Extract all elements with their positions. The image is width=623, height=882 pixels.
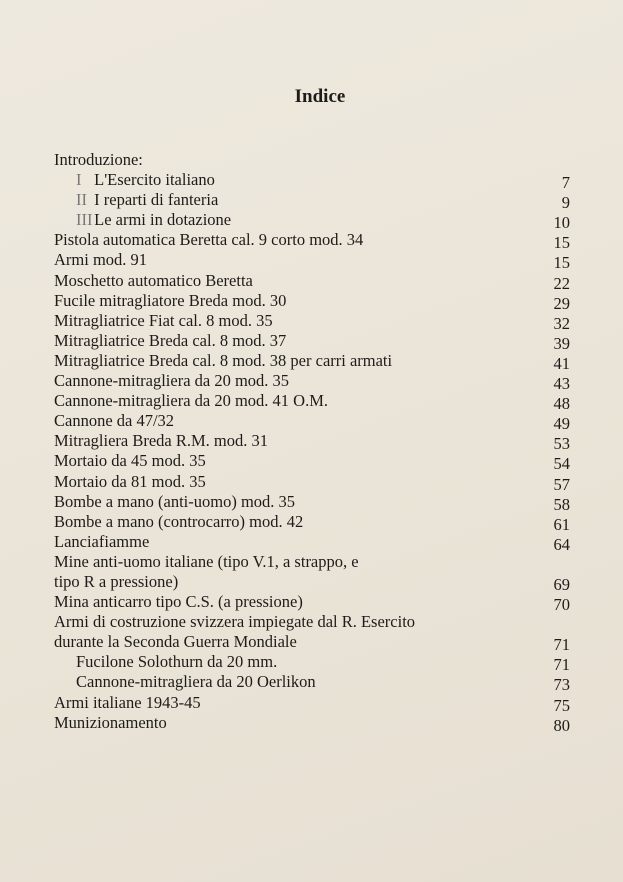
toc-entry-title [54,150,143,170]
toc-entry-title [54,190,218,210]
toc-entry-text: L'Esercito italiano [94,170,215,190]
toc-entry [54,431,570,454]
toc-entry-title [54,532,149,552]
toc-page-number: 61 [553,514,570,534]
toc-entry-title [54,652,277,672]
chapter-numeral: III [76,210,93,230]
toc-page-number: 73 [553,675,570,695]
toc-entry-title [54,492,295,512]
toc-entry-text: Mine anti-uomo italiane (tipo V.1, a strappo, e [54,551,359,571]
toc-page-number: 43 [553,374,570,394]
toc-page-number: 10 [553,213,570,233]
toc-entry-title [54,351,392,371]
toc-entry [54,291,570,311]
toc-entry-title [54,512,303,532]
toc-page-number: 41 [553,353,570,373]
toc-entry [54,552,570,572]
toc-entry-title [54,170,215,190]
toc-page-number: 22 [553,273,570,293]
toc-page-number: 15 [553,233,570,253]
toc-entry-text: Mitragliatrice Breda cal. 8 mod. 38 per carri armati [54,350,393,370]
toc-entry-text: Armi italiane 1943-45 [54,692,201,712]
toc-entry-text: durante la Seconda Guerra Mondiale [54,632,297,652]
toc-entry-text: Le armi in dotazione [94,210,232,230]
toc-entry [54,672,570,695]
toc-entry-text: Mina anticarro tipo C.S. (a pressione) [54,592,303,612]
toc-entry-text: Cannone-mitragliera da 20 mod. 35 [54,371,290,391]
toc-page-number: 75 [553,695,570,715]
toc-entry-title [54,411,174,431]
toc-page-number: 70 [553,595,570,615]
toc-page-number: 7 [561,173,570,193]
toc-entry [54,411,570,434]
toc-entry [54,632,570,655]
toc-entry-text: Munizionamento [54,712,167,732]
toc-page-number: 9 [561,193,570,213]
toc-entry-text: Mortaio da 81 mod. 35 [54,471,206,491]
toc-entry-title [54,271,253,291]
toc-entry-text: Introduzione: [54,150,143,169]
toc-entry-title [54,210,231,230]
page-title: Indice [294,86,346,107]
toc-entry-title [54,230,363,250]
toc-entry-text: Fucile mitragliatore Breda mod. 30 [54,290,287,310]
toc-entry-text: Lanciafiamme [54,531,150,551]
toc-entry [54,230,570,253]
toc-entry-title [54,391,328,411]
toc-entry [54,190,570,213]
toc-entry-title [54,592,303,612]
toc-entry [54,652,570,675]
toc-page-number: 53 [553,434,570,454]
toc-entry [54,170,570,193]
toc-entry-text: Armi mod. 91 [54,250,148,270]
toc-entry [54,351,570,371]
toc-entry-text: Bombe a mano (anti-uomo) mod. 35 [54,491,296,511]
table-of-contents [54,150,570,733]
toc-entry [54,210,570,233]
toc-entry [54,592,570,615]
toc-entry-title [54,572,178,592]
toc-page-number: 71 [553,655,570,675]
toc-entry-text: Mitragliatrice Breda cal. 8 mod. 37 [54,330,287,350]
toc-entry [54,271,570,291]
toc-entry-text: Mitragliera Breda R.M. mod. 31 [54,431,269,451]
toc-entry-title [54,451,206,471]
toc-entry-title [54,612,415,632]
toc-entry-title [54,431,268,451]
toc-entry-text: Mortaio da 45 mod. 35 [54,451,206,471]
toc-entry [54,532,570,552]
toc-page-number: 71 [553,635,570,655]
toc-entry-text: Bombe a mano (controcarro) mod. 42 [54,511,304,531]
toc-entry [54,150,570,170]
toc-entry [54,371,570,394]
toc-entry [54,572,570,592]
toc-entry [54,472,570,492]
toc-page-number: 58 [553,494,570,514]
toc-page-number: 39 [553,333,570,353]
toc-page-number: 64 [553,534,570,554]
toc-entry [54,713,570,733]
toc-entry [54,492,570,512]
toc-entry-text: Moschetto automatico Beretta [54,270,253,290]
toc-entry-text: Cannone-mitragliera da 20 Oerlikon [76,672,316,692]
toc-entry [54,612,570,632]
chapter-numeral: II [76,190,87,210]
toc-entry-text: Mitragliatrice Fiat cal. 8 mod. 35 [54,310,273,330]
toc-entry [54,451,570,474]
toc-page-number: 32 [553,313,570,333]
toc-entry-title [54,713,167,733]
toc-entry [54,391,570,414]
toc-entry-title [54,291,286,311]
toc-page-number: 48 [553,394,570,414]
toc-entry-title [54,250,147,270]
toc-entry-title [54,331,286,351]
chapter-numeral: I [76,170,82,190]
toc-page-number: 49 [553,414,570,434]
toc-entry-title [54,672,316,692]
toc-entry-title [54,693,201,713]
toc-page-number: 15 [553,253,570,273]
toc-entry-title [54,552,359,572]
toc-entry-text: Pistola automatica Beretta cal. 9 corto mod. 34 [54,230,364,250]
toc-entry-text: tipo R a pressione) [54,571,179,591]
toc-entry-title [54,632,297,652]
toc-entry-text: I reparti di fanteria [94,190,219,210]
toc-page-number: 80 [553,715,570,735]
toc-entry-title [54,311,273,331]
toc-page-number: 69 [553,574,570,594]
toc-page-number: 29 [553,293,570,313]
toc-entry [54,311,570,331]
toc-entry [54,512,570,532]
toc-entry-text: Cannone da 47/32 [54,411,175,431]
toc-entry-title [54,472,206,492]
toc-entry [54,250,570,273]
toc-page-number: 57 [553,474,570,494]
toc-page-number: 54 [553,454,570,474]
toc-entry-text: Fucilone Solothurn da 20 mm. [76,652,278,672]
toc-entry-title [54,371,289,391]
toc-entry [54,693,570,713]
toc-entry [54,331,570,351]
toc-entry-text: Cannone-mitragliera da 20 mod. 41 O.M. [54,391,329,411]
toc-entry-text: Armi di costruzione svizzera impiegate dal R. Esercito [54,612,416,632]
